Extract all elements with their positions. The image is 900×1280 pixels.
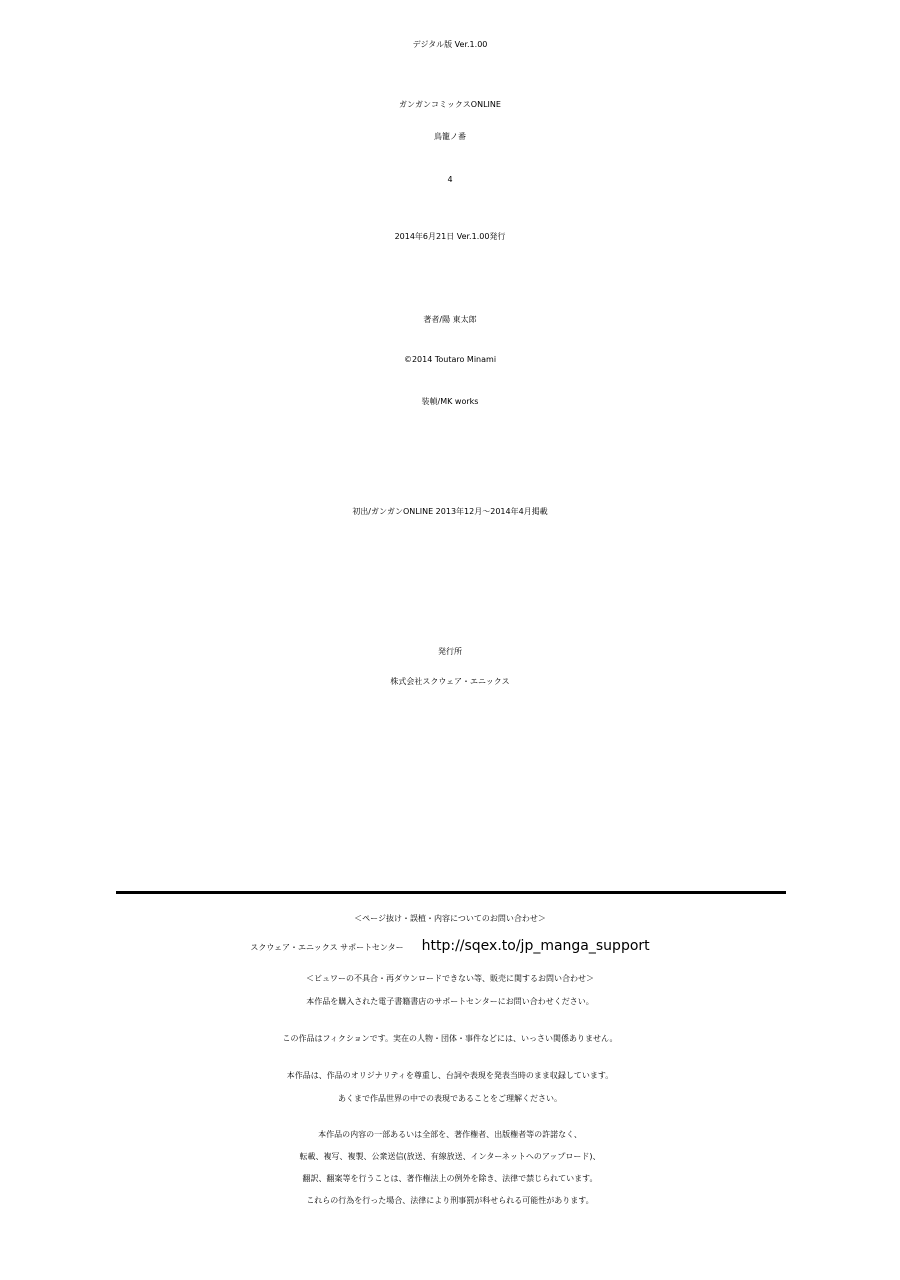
volume-number: 4 [447, 175, 453, 184]
support-heading: ＜ページ抜け・誤植・内容についてのお問い合わせ＞ [354, 914, 546, 923]
divider-rule [116, 891, 786, 894]
copyright-notice: ©2014 Toutaro Minami [403, 355, 497, 364]
first-publication: 初出/ガンガンONLINE 2013年12月～2014年4月掲載 [352, 507, 548, 516]
support-url-link[interactable]: http://sqex.to/jp_manga_support [421, 938, 650, 954]
design-credit: 装幀/MK works [421, 397, 479, 406]
legal-notice-1: 本作品の内容の一部あるいは全部を、著作権者、出版権者等の許諾なく、 [318, 1130, 582, 1139]
publisher-name: 株式会社スクウェア・エニックス [390, 677, 510, 686]
viewer-heading: ＜ビュワーの不具合・再ダウンロードできない等、販売に関するお問い合わせ＞ [306, 974, 594, 983]
originality-notice-2: あくまで作品世界の中での表現であることをご理解ください。 [338, 1094, 562, 1103]
support-center-label: スクウェア・エニックス サポートセンター [250, 943, 404, 952]
fiction-notice: この作品はフィクションです。実在の人物・団体・事件などには、いっさい関係ありません。 [282, 1034, 618, 1043]
legal-notice-3: 翻訳、翻案等を行うことは、著作権法上の例外を除き、法律で禁じられています。 [302, 1174, 598, 1183]
publisher-heading: 発行所 [438, 647, 462, 656]
originality-notice-1: 本作品は、作品のオリジナリティを尊重し、台詞や表現を発表当時のまま収録しています。 [286, 1071, 614, 1080]
legal-notice-4: これらの行為を行った場合、法律により刑事罰が科せられる可能性があります。 [306, 1196, 594, 1205]
release-date: 2014年6月21日 Ver.1.00発行 [394, 232, 506, 241]
viewer-contact: 本作品を購入された電子書籍書店のサポートセンターにお問い合わせください。 [306, 997, 594, 1006]
support-contact [0, 938, 900, 955]
edition-label: デジタル版 Ver.1.00 [412, 40, 488, 49]
legal-notice-2: 転載、複写、複製、公衆送信(放送、有線放送、インターネットへのアップロード)、 [299, 1152, 601, 1161]
imprint-label: ガンガンコミックスONLINE [399, 100, 501, 109]
book-title: 鳥籠ノ番 [434, 132, 466, 141]
author-credit: 著者/陽 東太郎 [423, 315, 477, 324]
